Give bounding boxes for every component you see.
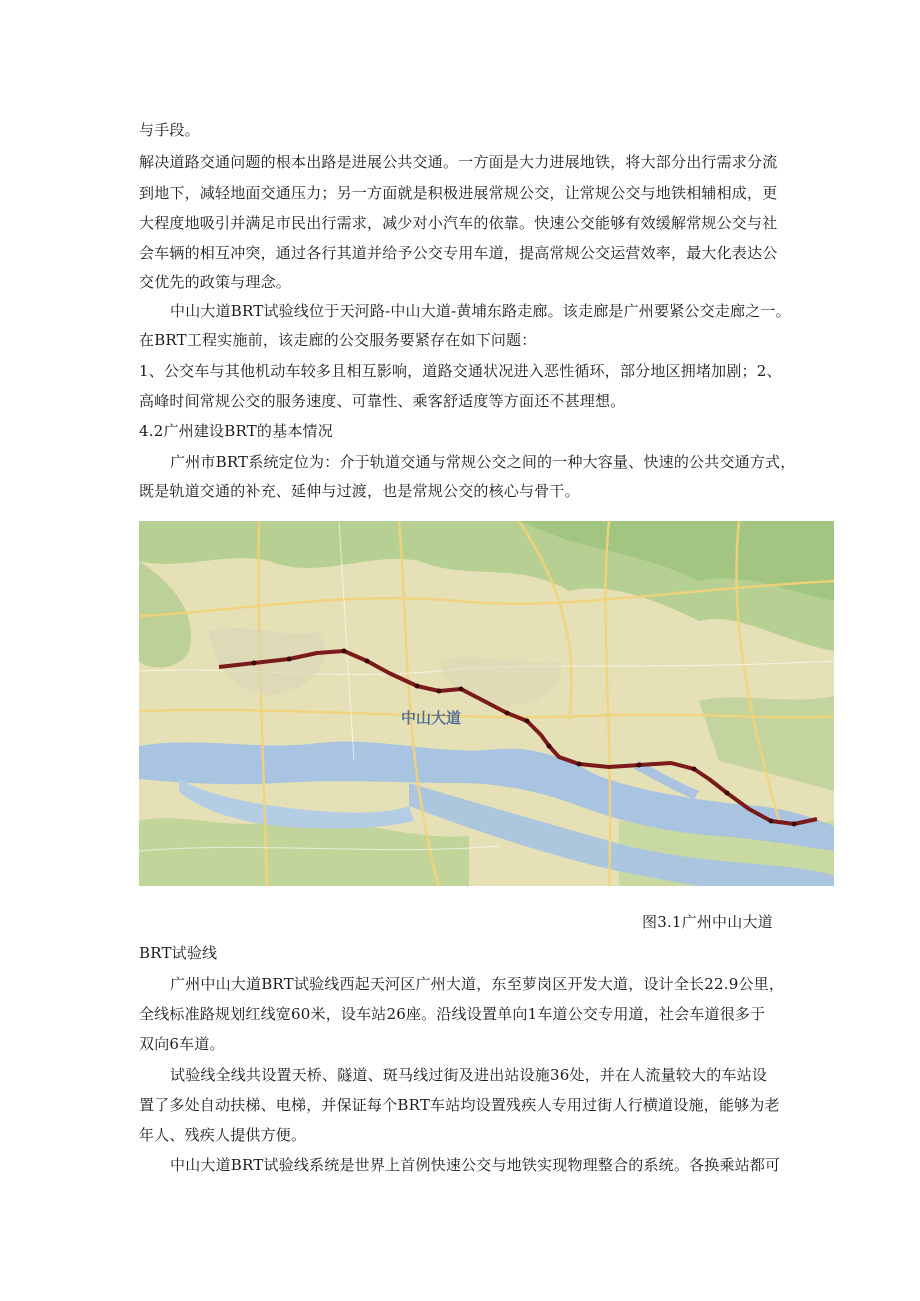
text-line: 年人、残疾人提供方便。 xyxy=(139,1126,307,1144)
text-line: 到地下，减轻地面交通压力；另一方面就是积极进展常规公交，让常规公交与地铁相辅相成，更 xyxy=(139,184,778,202)
text-line: 解决道路交通问题的根本出路是进展公共交通。一方面是大力进展地铁，将大部分出行需求分流 xyxy=(139,153,778,171)
section-heading: 4.2广州建设BRT的基本情况 xyxy=(139,422,333,440)
text-line: 广州市BRT系统定位为：介于轨道交通与常规公交之间的一种大容量、快速的公共交通方式， xyxy=(170,453,796,471)
text-line: 大程度地吸引并满足市民出行需求，减少对小汽车的依靠。快速公交能够有效缓解常规公交与社 xyxy=(139,214,778,232)
figure-caption-continued: BRT试验线 xyxy=(139,944,218,962)
map-graphic xyxy=(139,521,834,886)
text-line: 会车辆的相互冲突，通过各行其道并给予公交专用车道，提高常规公交运营效率，最大化表达公 xyxy=(139,244,778,262)
text-line: 试验线全线共设置天桥、隧道、斑马线过街及进出站设施36处，并在人流量较大的车站设 xyxy=(170,1066,768,1084)
text-line: 全线标准路规划红线宽60米，设车站26座。沿线设置单向1车道公交专用道，社会车道很多于 xyxy=(139,1005,766,1023)
text-line: 广州中山大道BRT试验线西起天河区广州大道，东至萝岗区开发大道，设计全长22.9公里， xyxy=(170,975,785,993)
text-line: 中山大道BRT试验线位于天河路-中山大道-黄埔东路走廊。该走廊是广州要紧公交走廊之一。 xyxy=(170,302,791,320)
text-line: 1、公交车与其他机动车较多且相互影响，道路交通状况进入恶性循环，部分地区拥堵加剧；2、 xyxy=(139,362,782,380)
text-line: 双向6车道。 xyxy=(139,1035,225,1053)
text-line: 中山大道BRT试验线系统是世界上首例快速公交与地铁实现物理整合的系统。各换乘站都可 xyxy=(170,1156,781,1174)
text-line: 置了多处自动扶梯、电梯，并保证每个BRT车站均设置残疾人专用过街人行横道设施，能够为老 xyxy=(139,1096,780,1114)
text-line: 在BRT工程实施前，该走廊的公交服务要紧存在如下问题： xyxy=(139,331,537,349)
text-line: 与手段。 xyxy=(139,121,200,139)
text-line: 高峰时间常规公交的服务速度、可靠性、乘客舒适度等方面还不甚理想。 xyxy=(139,392,626,410)
map-label: 中山大道 xyxy=(401,709,462,727)
text-line: 既是轨道交通的补充、延伸与过渡，也是常规公交的核心与骨干。 xyxy=(139,482,580,500)
text-line: 交优先的政策与理念。 xyxy=(139,273,292,291)
figure-caption: 图3.1广州中山大道 xyxy=(642,913,773,931)
brt-route-map xyxy=(139,521,834,886)
